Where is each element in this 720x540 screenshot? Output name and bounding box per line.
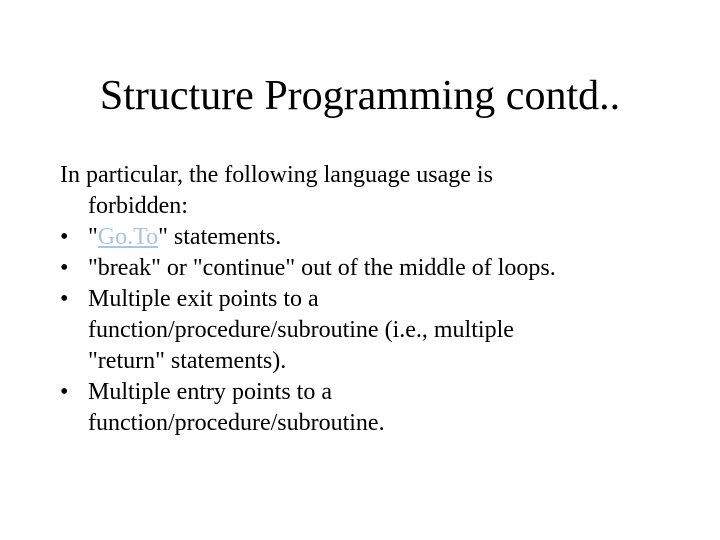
slide-title: Structure Programming contd.. (99, 73, 621, 119)
bullet-multiple-entry-line-2: function/procedure/subroutine. (88, 410, 385, 436)
bullet-multiple-exit-line-1: Multiple exit points to a (88, 286, 319, 312)
bullet-marker: • (60, 255, 69, 281)
bullet-marker: • (60, 286, 69, 312)
bullet-goto-post: " statements. (158, 224, 282, 250)
bullet-marker: • (60, 224, 69, 250)
bullet-multiple-entry (60, 377, 680, 408)
goto-link[interactable]: Go.To (97, 224, 159, 250)
bullet-multiple-exit-line-2: function/procedure/subroutine (i.e., multiple (88, 317, 514, 343)
bullet-break-continue (60, 253, 680, 284)
bullet-goto-pre: " (88, 224, 98, 250)
bullet-multiple-exit-line-3: "return" statements). (88, 348, 287, 374)
bullet-marker: • (60, 379, 69, 405)
bullet-break-continue-text: "break" or "continue" out of the middle of loops. (88, 255, 556, 281)
intro-line-2: forbidden: (88, 193, 188, 219)
slide-body (60, 160, 680, 439)
bullet-multiple-entry-line-1: Multiple entry points to a (88, 379, 332, 405)
bullet-multiple-exit (60, 284, 680, 315)
intro-line-1: In particular, the following language usage is (60, 162, 493, 188)
bullet-goto (60, 222, 680, 253)
